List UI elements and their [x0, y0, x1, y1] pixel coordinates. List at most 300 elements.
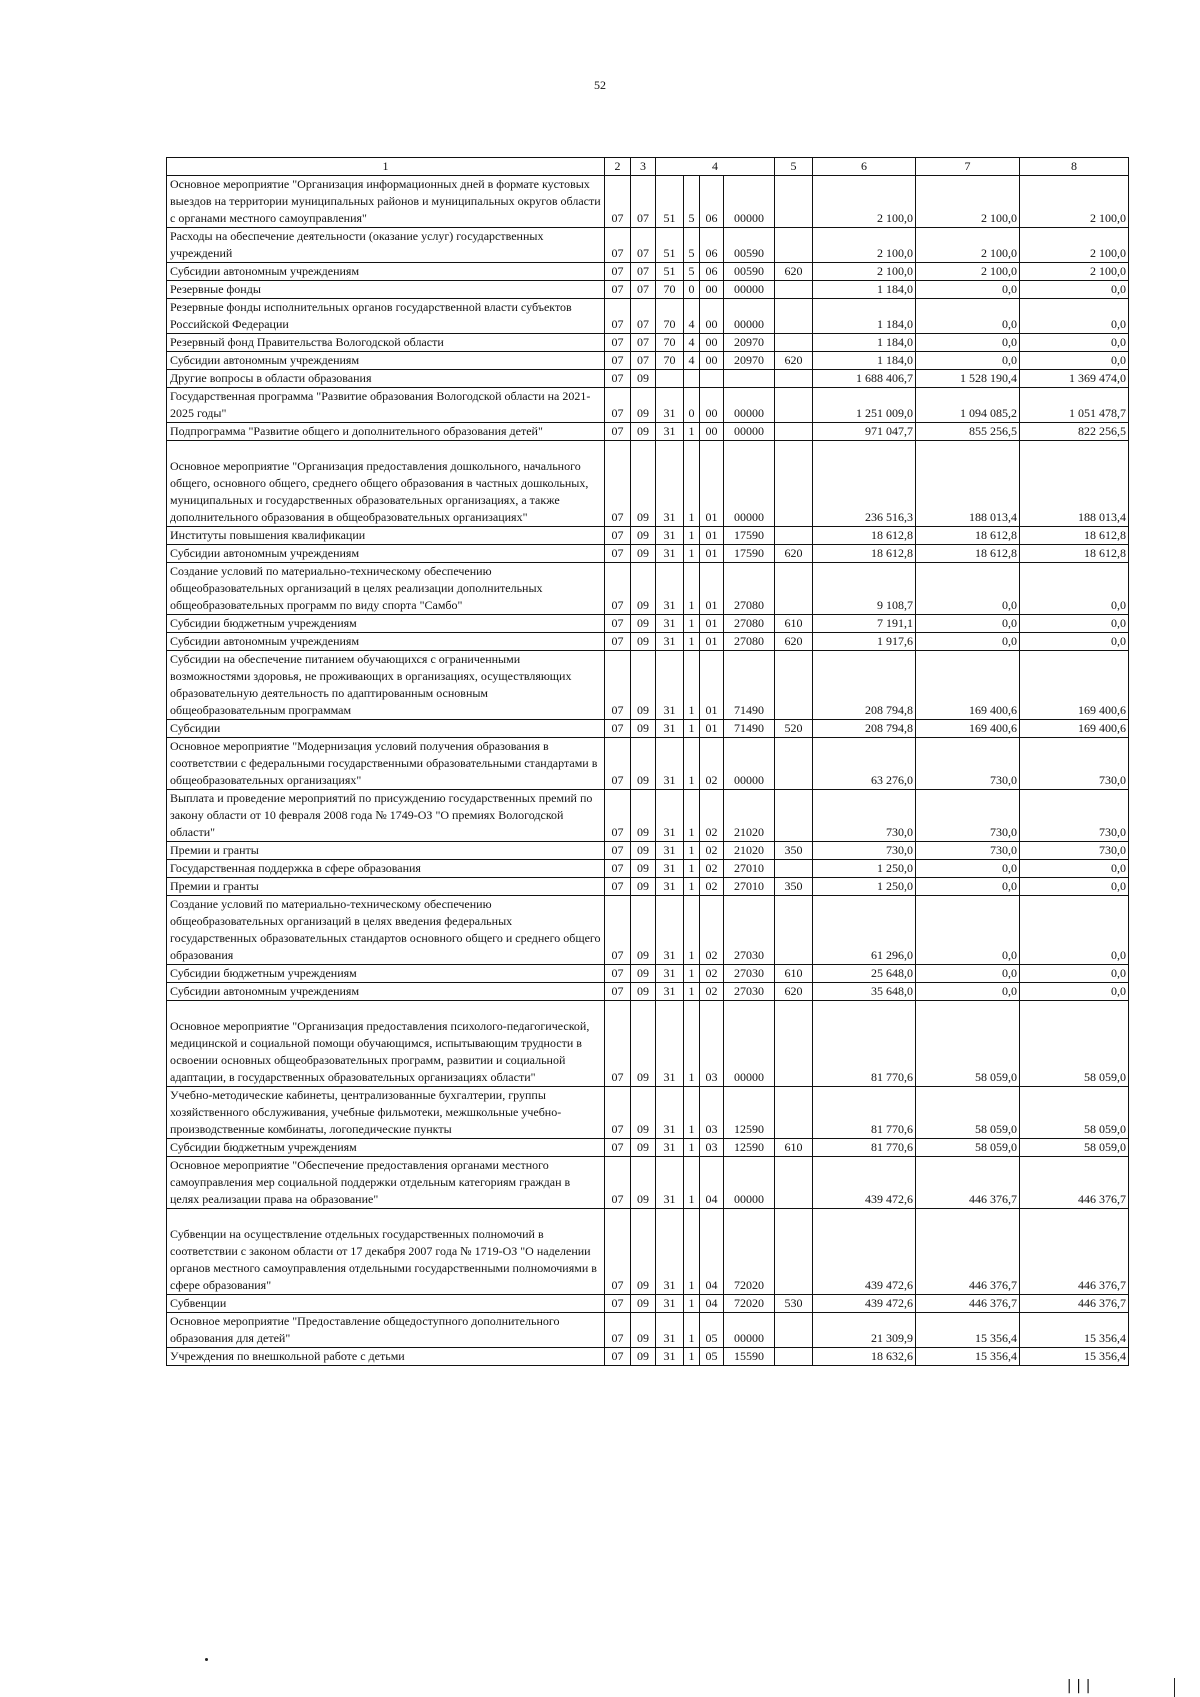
subsection-code-cell: 09: [631, 878, 656, 896]
program-code-cell: 31: [656, 842, 684, 860]
amount-col7-cell: 446 376,7: [916, 1157, 1020, 1209]
section-code-cell: 07: [605, 965, 631, 983]
row-name-cell: Субвенции на осуществление отдельных государственных полномочий в соответствии с законом области от 17 декабря 2007 года № 1719-ОЗ "О наделении органов местного самоуправления отдельными государственными полномочиями в сфере образования": [167, 1209, 605, 1295]
row-name-cell: Основное мероприятие "Модернизация условий получения образования в соответствии с федеральными государственными образовательными стандартами в общеобразовательных организациях": [167, 738, 605, 790]
amount-col6-cell: 21 309,9: [813, 1313, 916, 1348]
table-row: [167, 1348, 1129, 1366]
subprogram-code-cell: 1: [684, 563, 700, 615]
subprogram-code-cell: 1: [684, 790, 700, 842]
subsection-code-cell: 09: [631, 441, 656, 527]
section-code-cell: 07: [605, 1139, 631, 1157]
expense-type-cell: 350: [775, 878, 813, 896]
expense-type-cell: [775, 388, 813, 423]
subprogram-code-cell: 1: [684, 1139, 700, 1157]
table-row: [167, 842, 1129, 860]
amount-col6-cell: 81 770,6: [813, 1001, 916, 1087]
subsection-code-cell: 09: [631, 527, 656, 545]
amount-col6-cell: 1 184,0: [813, 334, 916, 352]
amount-col6-cell: 81 770,6: [813, 1139, 916, 1157]
amount-col7-cell: 0,0: [916, 896, 1020, 965]
amount-col6-cell: 7 191,1: [813, 615, 916, 633]
section-code-cell: 07: [605, 263, 631, 281]
table-row: [167, 423, 1129, 441]
direction-code-cell: 27030: [724, 965, 775, 983]
subsection-code-cell: 09: [631, 790, 656, 842]
table-row: [167, 263, 1129, 281]
amount-col8-cell: 0,0: [1020, 352, 1129, 370]
row-name-cell: Субсидии бюджетным учреждениям: [167, 1139, 605, 1157]
expense-type-cell: [775, 334, 813, 352]
subprogram-code-cell: 5: [684, 263, 700, 281]
program-code-cell: 31: [656, 1209, 684, 1295]
expense-type-cell: [775, 738, 813, 790]
subprogram-code-cell: 1: [684, 1157, 700, 1209]
amount-col8-cell: 0,0: [1020, 299, 1129, 334]
row-name-cell: Институты повышения квалификации: [167, 527, 605, 545]
column-header: 6: [813, 158, 916, 176]
amount-col8-cell: 0,0: [1020, 563, 1129, 615]
table-row: [167, 441, 1129, 527]
section-code-cell: 07: [605, 1313, 631, 1348]
subprogram-code-cell: 1: [684, 441, 700, 527]
amount-col8-cell: 0,0: [1020, 334, 1129, 352]
amount-col7-cell: 730,0: [916, 738, 1020, 790]
program-code-cell: 70: [656, 352, 684, 370]
amount-col6-cell: 1 184,0: [813, 299, 916, 334]
amount-col8-cell: 15 356,4: [1020, 1348, 1129, 1366]
direction-code-cell: 72020: [724, 1209, 775, 1295]
expense-type-cell: [775, 281, 813, 299]
program-code-cell: 31: [656, 527, 684, 545]
subsection-code-cell: 09: [631, 1157, 656, 1209]
table-row: [167, 527, 1129, 545]
amount-col6-cell: 1 250,0: [813, 878, 916, 896]
table-row: [167, 299, 1129, 334]
activity-code-cell: [700, 370, 724, 388]
amount-col6-cell: 1 251 009,0: [813, 388, 916, 423]
section-code-cell: 07: [605, 1087, 631, 1139]
program-code-cell: 31: [656, 545, 684, 563]
section-code-cell: 07: [605, 563, 631, 615]
program-code-cell: 31: [656, 1157, 684, 1209]
section-code-cell: 07: [605, 527, 631, 545]
activity-code-cell: 05: [700, 1348, 724, 1366]
amount-col7-cell: 0,0: [916, 965, 1020, 983]
activity-code-cell: 02: [700, 965, 724, 983]
direction-code-cell: 00000: [724, 1001, 775, 1087]
amount-col8-cell: 188 013,4: [1020, 441, 1129, 527]
amount-col7-cell: 18 612,8: [916, 527, 1020, 545]
subsection-code-cell: 09: [631, 1087, 656, 1139]
program-code-cell: 31: [656, 860, 684, 878]
amount-col8-cell: 169 400,6: [1020, 720, 1129, 738]
direction-code-cell: 27080: [724, 615, 775, 633]
subprogram-code-cell: 1: [684, 1313, 700, 1348]
direction-code-cell: 71490: [724, 720, 775, 738]
table-row: [167, 228, 1129, 263]
activity-code-cell: 01: [700, 527, 724, 545]
subsection-code-cell: 09: [631, 1139, 656, 1157]
direction-code-cell: 12590: [724, 1087, 775, 1139]
activity-code-cell: 01: [700, 720, 724, 738]
expense-type-cell: 620: [775, 633, 813, 651]
amount-col6-cell: 439 472,6: [813, 1295, 916, 1313]
column-header: 2: [605, 158, 631, 176]
subsection-code-cell: 09: [631, 545, 656, 563]
expense-type-cell: [775, 1157, 813, 1209]
program-code-cell: 31: [656, 1348, 684, 1366]
amount-col6-cell: 1 917,6: [813, 633, 916, 651]
expense-type-cell: [775, 228, 813, 263]
activity-code-cell: 01: [700, 615, 724, 633]
activity-code-cell: 02: [700, 860, 724, 878]
activity-code-cell: 00: [700, 299, 724, 334]
expense-type-cell: 620: [775, 983, 813, 1001]
activity-code-cell: 01: [700, 545, 724, 563]
subsection-code-cell: 09: [631, 633, 656, 651]
section-code-cell: 07: [605, 1295, 631, 1313]
table-row: [167, 1001, 1129, 1087]
activity-code-cell: 01: [700, 651, 724, 720]
program-code-cell: 31: [656, 423, 684, 441]
expense-type-cell: [775, 370, 813, 388]
subsection-code-cell: 07: [631, 281, 656, 299]
amount-col6-cell: 971 047,7: [813, 423, 916, 441]
amount-col7-cell: 0,0: [916, 334, 1020, 352]
amount-col8-cell: 58 059,0: [1020, 1001, 1129, 1087]
section-code-cell: 07: [605, 790, 631, 842]
amount-col7-cell: 0,0: [916, 860, 1020, 878]
table-row: [167, 176, 1129, 228]
amount-col6-cell: 1 184,0: [813, 352, 916, 370]
amount-col6-cell: 18 632,6: [813, 1348, 916, 1366]
amount-col7-cell: 855 256,5: [916, 423, 1020, 441]
amount-col6-cell: 1 688 406,7: [813, 370, 916, 388]
amount-col8-cell: 169 400,6: [1020, 651, 1129, 720]
row-name-cell: Резервные фонды: [167, 281, 605, 299]
program-code-cell: 51: [656, 176, 684, 228]
table-row: [167, 1087, 1129, 1139]
subprogram-code-cell: 1: [684, 527, 700, 545]
amount-col7-cell: 169 400,6: [916, 720, 1020, 738]
section-code-cell: 07: [605, 388, 631, 423]
amount-col8-cell: 0,0: [1020, 281, 1129, 299]
direction-code-cell: 00000: [724, 176, 775, 228]
program-code-cell: 31: [656, 651, 684, 720]
section-code-cell: 07: [605, 720, 631, 738]
program-code-cell: 31: [656, 965, 684, 983]
amount-col8-cell: 446 376,7: [1020, 1209, 1129, 1295]
table-row: [167, 1139, 1129, 1157]
program-code-cell: 31: [656, 1087, 684, 1139]
amount-col6-cell: 439 472,6: [813, 1209, 916, 1295]
section-code-cell: 07: [605, 842, 631, 860]
table-row: [167, 1209, 1129, 1295]
program-code-cell: 31: [656, 1001, 684, 1087]
activity-code-cell: 02: [700, 738, 724, 790]
subprogram-code-cell: 4: [684, 299, 700, 334]
program-code-cell: 70: [656, 334, 684, 352]
activity-code-cell: 02: [700, 842, 724, 860]
row-name-cell: Субсидии автономным учреждениям: [167, 545, 605, 563]
subsection-code-cell: 09: [631, 1295, 656, 1313]
column-header: 7: [916, 158, 1020, 176]
amount-col8-cell: 0,0: [1020, 878, 1129, 896]
amount-col7-cell: 58 059,0: [916, 1139, 1020, 1157]
table-row: [167, 965, 1129, 983]
subprogram-code-cell: 1: [684, 633, 700, 651]
amount-col8-cell: 0,0: [1020, 615, 1129, 633]
row-name-cell: Субсидии автономным учреждениям: [167, 633, 605, 651]
subsection-code-cell: 09: [631, 1313, 656, 1348]
amount-col8-cell: 730,0: [1020, 790, 1129, 842]
subsection-code-cell: 07: [631, 352, 656, 370]
activity-code-cell: 02: [700, 878, 724, 896]
amount-col7-cell: 0,0: [916, 563, 1020, 615]
barcode-marks: |||: [1065, 1678, 1094, 1694]
amount-col8-cell: 0,0: [1020, 983, 1129, 1001]
amount-col6-cell: 18 612,8: [813, 545, 916, 563]
amount-col7-cell: 58 059,0: [916, 1087, 1020, 1139]
subsection-code-cell: 09: [631, 860, 656, 878]
subprogram-code-cell: 1: [684, 423, 700, 441]
amount-col6-cell: 2 100,0: [813, 176, 916, 228]
column-header: 3: [631, 158, 656, 176]
activity-code-cell: 00: [700, 281, 724, 299]
program-code-cell: 51: [656, 228, 684, 263]
subprogram-code-cell: 4: [684, 334, 700, 352]
row-name-cell: Резервные фонды исполнительных органов государственной власти субъектов Российской Федерации: [167, 299, 605, 334]
activity-code-cell: 06: [700, 176, 724, 228]
expense-type-cell: 620: [775, 263, 813, 281]
activity-code-cell: 01: [700, 441, 724, 527]
subprogram-code-cell: 1: [684, 896, 700, 965]
amount-col7-cell: 1 528 190,4: [916, 370, 1020, 388]
amount-col6-cell: 81 770,6: [813, 1087, 916, 1139]
table-row: [167, 651, 1129, 720]
subprogram-code-cell: 5: [684, 176, 700, 228]
column-header: 4: [656, 158, 775, 176]
amount-col6-cell: 730,0: [813, 842, 916, 860]
scan-dot: [205, 1658, 208, 1661]
amount-col7-cell: 0,0: [916, 281, 1020, 299]
subsection-code-cell: 09: [631, 370, 656, 388]
amount-col7-cell: 446 376,7: [916, 1209, 1020, 1295]
activity-code-cell: 00: [700, 388, 724, 423]
amount-col6-cell: 208 794,8: [813, 720, 916, 738]
direction-code-cell: 17590: [724, 527, 775, 545]
amount-col8-cell: 730,0: [1020, 842, 1129, 860]
amount-col8-cell: 58 059,0: [1020, 1139, 1129, 1157]
activity-code-cell: 03: [700, 1087, 724, 1139]
expense-type-cell: 530: [775, 1295, 813, 1313]
expense-type-cell: [775, 527, 813, 545]
activity-code-cell: 00: [700, 334, 724, 352]
expense-type-cell: [775, 563, 813, 615]
amount-col7-cell: 446 376,7: [916, 1295, 1020, 1313]
direction-code-cell: 27010: [724, 878, 775, 896]
row-name-cell: Субсидии на обеспечение питанием обучающихся с ограниченными возможностями здоровья, не проживающих в организациях, осуществляющих образовательную деятельность по адаптированным основным общеобразовательным программам: [167, 651, 605, 720]
subsection-code-cell: 09: [631, 983, 656, 1001]
direction-code-cell: 12590: [724, 1139, 775, 1157]
expense-type-cell: 610: [775, 965, 813, 983]
expense-type-cell: 610: [775, 1139, 813, 1157]
row-name-cell: Основное мероприятие "Обеспечение предоставления органами местного самоуправления мер социальной поддержки отдельным категориям граждан в целях реализации права на образование": [167, 1157, 605, 1209]
expense-type-cell: [775, 299, 813, 334]
direction-code-cell: 72020: [724, 1295, 775, 1313]
program-code-cell: 31: [656, 790, 684, 842]
activity-code-cell: 02: [700, 790, 724, 842]
direction-code-cell: 27010: [724, 860, 775, 878]
direction-code-cell: 00000: [724, 388, 775, 423]
row-name-cell: Основное мероприятие "Организация предоставления дошкольного, начального общего, основного общего, среднего общего образования в частных дошкольных, муниципальных и государственных образовательных организациях, а также дополнительного образования в общеобразовательных организациях": [167, 441, 605, 527]
expense-type-cell: [775, 441, 813, 527]
subsection-code-cell: 09: [631, 388, 656, 423]
direction-code-cell: 17590: [724, 545, 775, 563]
activity-code-cell: 03: [700, 1139, 724, 1157]
section-code-cell: 07: [605, 983, 631, 1001]
program-code-cell: 51: [656, 263, 684, 281]
amount-col7-cell: 169 400,6: [916, 651, 1020, 720]
section-code-cell: 07: [605, 441, 631, 527]
table-row: [167, 1313, 1129, 1348]
direction-code-cell: 27030: [724, 983, 775, 1001]
activity-code-cell: 02: [700, 896, 724, 965]
program-code-cell: 70: [656, 281, 684, 299]
direction-code-cell: 21020: [724, 790, 775, 842]
amount-col6-cell: 730,0: [813, 790, 916, 842]
expense-type-cell: [775, 1087, 813, 1139]
table-row: [167, 388, 1129, 423]
direction-code-cell: 71490: [724, 651, 775, 720]
section-code-cell: 07: [605, 545, 631, 563]
table-header-row: [167, 158, 1129, 176]
subprogram-code-cell: 1: [684, 545, 700, 563]
subprogram-code-cell: 1: [684, 1295, 700, 1313]
amount-col8-cell: 58 059,0: [1020, 1087, 1129, 1139]
activity-code-cell: 01: [700, 633, 724, 651]
program-code-cell: 31: [656, 878, 684, 896]
expense-type-cell: 520: [775, 720, 813, 738]
amount-col7-cell: 2 100,0: [916, 228, 1020, 263]
subsection-code-cell: 09: [631, 1001, 656, 1087]
section-code-cell: 07: [605, 878, 631, 896]
row-name-cell: Учебно-методические кабинеты, централизованные бухгалтерии, группы хозяйственного обслуживания, учебные фильмотеки, межшкольные учебно-производственные комбинаты, логопедические пункты: [167, 1087, 605, 1139]
direction-code-cell: 21020: [724, 842, 775, 860]
row-name-cell: Премии и гранты: [167, 842, 605, 860]
subsection-code-cell: 07: [631, 299, 656, 334]
table-row: [167, 370, 1129, 388]
program-code-cell: 31: [656, 563, 684, 615]
expense-type-cell: 620: [775, 545, 813, 563]
amount-col8-cell: 15 356,4: [1020, 1313, 1129, 1348]
amount-col7-cell: 58 059,0: [916, 1001, 1020, 1087]
amount-col6-cell: 9 108,7: [813, 563, 916, 615]
subprogram-code-cell: 1: [684, 651, 700, 720]
direction-code-cell: 00000: [724, 1157, 775, 1209]
section-code-cell: 07: [605, 1001, 631, 1087]
amount-col7-cell: 0,0: [916, 633, 1020, 651]
subsection-code-cell: 09: [631, 563, 656, 615]
subprogram-code-cell: 1: [684, 720, 700, 738]
amount-col7-cell: 0,0: [916, 983, 1020, 1001]
row-name-cell: Учреждения по внешкольной работе с детьми: [167, 1348, 605, 1366]
amount-col7-cell: 730,0: [916, 790, 1020, 842]
amount-col7-cell: 2 100,0: [916, 263, 1020, 281]
amount-col7-cell: 0,0: [916, 615, 1020, 633]
program-code-cell: 31: [656, 1295, 684, 1313]
amount-col6-cell: 1 184,0: [813, 281, 916, 299]
activity-code-cell: 03: [700, 1001, 724, 1087]
subsection-code-cell: 09: [631, 738, 656, 790]
row-name-cell: Субвенции: [167, 1295, 605, 1313]
amount-col7-cell: 15 356,4: [916, 1313, 1020, 1348]
activity-code-cell: 00: [700, 352, 724, 370]
amount-col8-cell: 1 369 474,0: [1020, 370, 1129, 388]
amount-col6-cell: 208 794,8: [813, 651, 916, 720]
table-row: [167, 545, 1129, 563]
table-row: [167, 334, 1129, 352]
activity-code-cell: 04: [700, 1295, 724, 1313]
amount-col8-cell: 18 612,8: [1020, 527, 1129, 545]
amount-col8-cell: 2 100,0: [1020, 176, 1129, 228]
direction-code-cell: 27080: [724, 633, 775, 651]
table-row: [167, 738, 1129, 790]
amount-col8-cell: 2 100,0: [1020, 263, 1129, 281]
subsection-code-cell: 09: [631, 896, 656, 965]
amount-col7-cell: 0,0: [916, 299, 1020, 334]
amount-col6-cell: 2 100,0: [813, 263, 916, 281]
activity-code-cell: 06: [700, 228, 724, 263]
amount-col8-cell: 0,0: [1020, 965, 1129, 983]
subprogram-code-cell: 1: [684, 1209, 700, 1295]
program-code-cell: [656, 370, 684, 388]
direction-code-cell: [724, 370, 775, 388]
direction-code-cell: 00000: [724, 738, 775, 790]
subprogram-code-cell: 1: [684, 1001, 700, 1087]
row-name-cell: Другие вопросы в области образования: [167, 370, 605, 388]
amount-col6-cell: 236 516,3: [813, 441, 916, 527]
table-row: [167, 1157, 1129, 1209]
row-name-cell: Субсидии автономным учреждениям: [167, 352, 605, 370]
section-code-cell: 07: [605, 1157, 631, 1209]
subprogram-code-cell: [684, 370, 700, 388]
subsection-code-cell: 09: [631, 842, 656, 860]
amount-col8-cell: 822 256,5: [1020, 423, 1129, 441]
amount-col7-cell: 18 612,8: [916, 545, 1020, 563]
subprogram-code-cell: 1: [684, 615, 700, 633]
expense-type-cell: [775, 896, 813, 965]
page-number: 52: [594, 78, 606, 92]
subprogram-code-cell: 1: [684, 860, 700, 878]
subprogram-code-cell: 1: [684, 1087, 700, 1139]
amount-col8-cell: 446 376,7: [1020, 1157, 1129, 1209]
subsection-code-cell: 09: [631, 651, 656, 720]
section-code-cell: 07: [605, 1209, 631, 1295]
program-code-cell: 31: [656, 738, 684, 790]
activity-code-cell: 04: [700, 1209, 724, 1295]
program-code-cell: 31: [656, 983, 684, 1001]
amount-col6-cell: 35 648,0: [813, 983, 916, 1001]
table-row: [167, 281, 1129, 299]
amount-col6-cell: 63 276,0: [813, 738, 916, 790]
program-code-cell: 31: [656, 615, 684, 633]
section-code-cell: 07: [605, 633, 631, 651]
subsection-code-cell: 07: [631, 176, 656, 228]
amount-col7-cell: 0,0: [916, 878, 1020, 896]
row-name-cell: Государственная программа "Развитие образования Вологодской области на 2021-2025 годы": [167, 388, 605, 423]
expense-type-cell: [775, 860, 813, 878]
